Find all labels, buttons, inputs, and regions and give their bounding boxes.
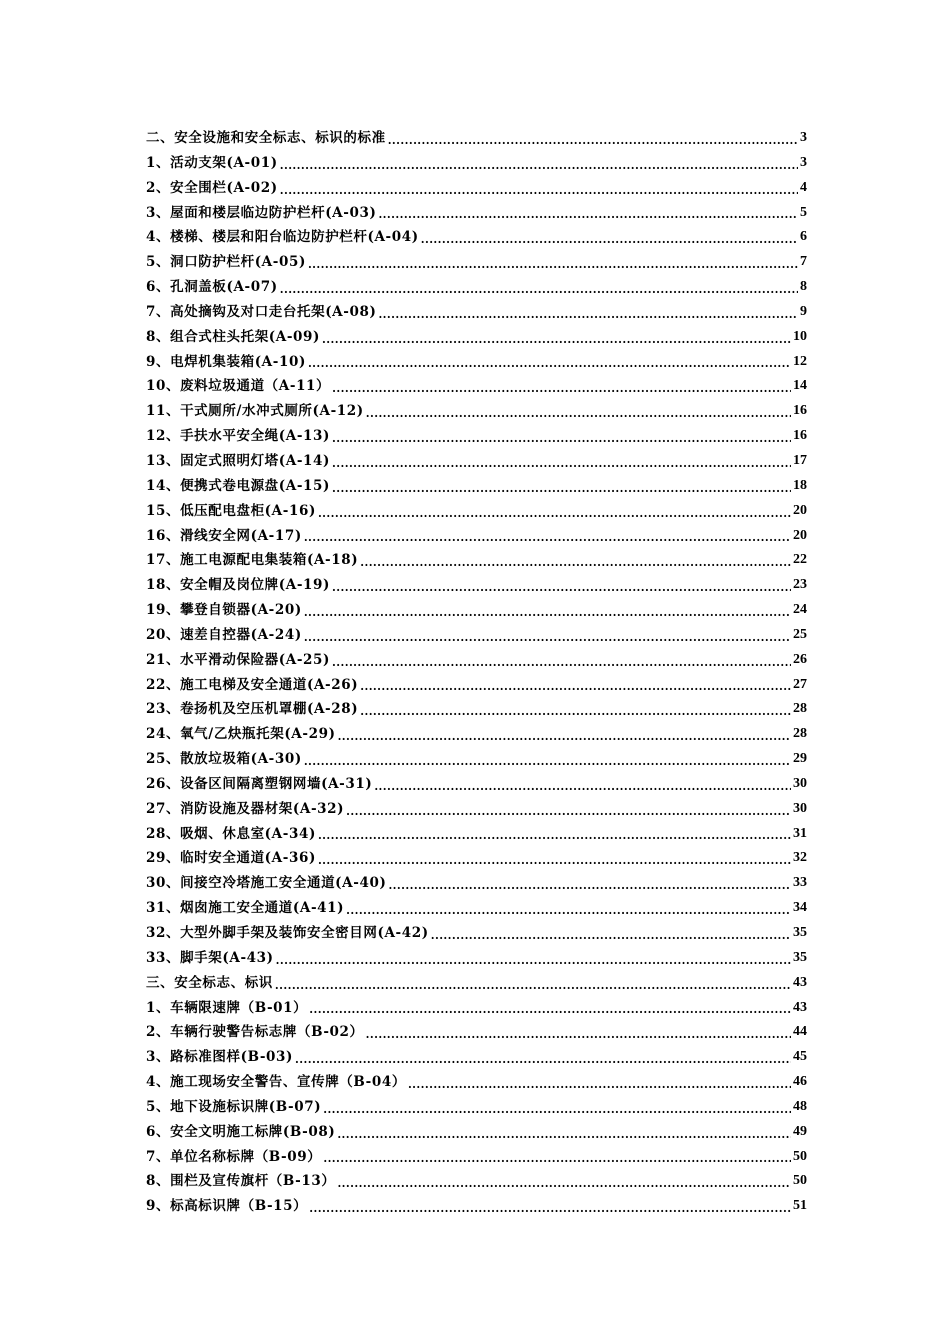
toc-leader-dots [376, 300, 798, 325]
toc-entry[interactable] [146, 250, 807, 275]
toc-entry[interactable] [146, 996, 807, 1021]
toc-entry-page-number: 50 [793, 1148, 807, 1164]
toc-leader-dots [274, 946, 791, 971]
toc-entry-page-number: 14 [793, 378, 807, 394]
toc-leader-dots [358, 673, 791, 698]
toc-entry-title: 三、安全标志、标识 [146, 974, 273, 991]
toc-leader-dots [330, 449, 791, 474]
toc-entry-title: 31、烟囱施工安全通道(A-41) [146, 900, 345, 917]
toc-leader-dots [330, 474, 791, 499]
toc-leader-dots [307, 1194, 791, 1219]
table-of-contents [146, 126, 807, 1219]
toc-leader-dots [320, 325, 791, 350]
toc-entry-title: 7、单位名称标牌（B-09） [146, 1148, 322, 1165]
toc-entry[interactable] [146, 201, 807, 226]
toc-entry-title: 5、地下设施标识牌(B-07) [146, 1098, 322, 1115]
toc-leader-dots [306, 350, 791, 375]
toc-entry-page-number: 49 [793, 1123, 807, 1139]
toc-leader-dots [302, 598, 791, 623]
toc-entry-page-number: 30 [793, 775, 807, 791]
toc-entry-page-number: 20 [793, 502, 807, 518]
toc-leader-dots [364, 399, 791, 424]
toc-leader-dots [302, 524, 791, 549]
toc-entry-title: 7、高处摘钩及对口走台托架(A-08) [146, 303, 377, 320]
toc-entry[interactable] [146, 921, 807, 946]
toc-leader-dots [386, 871, 791, 896]
toc-entry-page-number: 50 [793, 1173, 807, 1189]
toc-entry-page-number: 45 [793, 1049, 807, 1065]
toc-entry-title: 11、干式厕所/水冲式厕所(A-12) [146, 403, 364, 420]
toc-entry[interactable] [146, 623, 807, 648]
toc-entry-title: 3、路标准图样(B-03) [146, 1049, 294, 1066]
toc-entry-page-number: 35 [793, 949, 807, 965]
toc-entry-page-number: 30 [793, 800, 807, 816]
toc-entry-title: 13、固定式照明灯塔(A-14) [146, 452, 331, 469]
toc-leader-dots [419, 225, 798, 250]
toc-entry[interactable] [146, 846, 807, 871]
toc-entry-page-number: 46 [793, 1074, 807, 1090]
toc-entry-title: 6、安全文明施工标牌(B-08) [146, 1123, 336, 1140]
toc-entry[interactable] [146, 424, 807, 449]
toc-leader-dots [372, 772, 791, 797]
toc-entry-page-number: 16 [793, 428, 807, 444]
toc-leader-dots [386, 126, 798, 151]
toc-leader-dots [321, 1145, 791, 1170]
toc-leader-dots [316, 499, 791, 524]
toc-entry-page-number: 24 [793, 602, 807, 618]
toc-entry-title: 22、施工电梯及安全通道(A-26) [146, 676, 359, 693]
toc-entry-title: 28、吸烟、休息室(A-34) [146, 825, 316, 842]
toc-entry[interactable] [146, 474, 807, 499]
toc-leader-dots [358, 548, 791, 573]
toc-entry-page-number: 8 [800, 279, 807, 295]
toc-entry[interactable] [146, 772, 807, 797]
toc-entry[interactable] [146, 1145, 807, 1170]
toc-entry-title: 14、便携式卷电源盘(A-15) [146, 477, 331, 494]
toc-entry-title: 8、组合式柱头托架(A-09) [146, 328, 321, 345]
toc-leader-dots [335, 1169, 791, 1194]
toc-entry[interactable] [146, 1120, 807, 1145]
toc-leader-dots [344, 896, 791, 921]
toc-entry-title: 12、手扶水平安全绳(A-13) [146, 428, 331, 445]
toc-entry[interactable] [146, 598, 807, 623]
toc-entry[interactable] [146, 548, 807, 573]
toc-entry-page-number: 51 [793, 1198, 807, 1214]
toc-entry-title: 6、孔洞盖板(A-07) [146, 279, 278, 296]
toc-entry[interactable] [146, 946, 807, 971]
toc-entry-page-number: 25 [793, 626, 807, 642]
toc-entry-title: 29、临时安全通道(A-36) [146, 850, 316, 867]
toc-entry-page-number: 34 [793, 900, 807, 916]
toc-entry-page-number: 43 [793, 974, 807, 990]
toc-entry-title: 1、活动支架(A-01) [146, 154, 278, 171]
toc-leader-dots [429, 921, 791, 946]
toc-entry-title: 9、标高标识牌（B-15） [146, 1198, 308, 1215]
toc-entry-page-number: 18 [793, 477, 807, 493]
toc-entry[interactable] [146, 449, 807, 474]
toc-entry-page-number: 31 [793, 825, 807, 841]
toc-entry-page-number: 44 [793, 1024, 807, 1040]
toc-entry-title: 15、低压配电盘柜(A-16) [146, 502, 316, 519]
toc-entry[interactable] [146, 126, 807, 151]
toc-entry-title: 27、消防设施及器材架(A-32) [146, 800, 345, 817]
toc-entry[interactable] [146, 1020, 807, 1045]
toc-entry[interactable] [146, 1045, 807, 1070]
toc-entry[interactable] [146, 747, 807, 772]
toc-leader-dots [307, 996, 791, 1021]
toc-leader-dots [364, 1020, 791, 1045]
toc-entry[interactable] [146, 971, 807, 996]
toc-entry-title: 9、电焊机集装箱(A-10) [146, 353, 306, 370]
toc-entry[interactable] [146, 1095, 807, 1120]
toc-entry-title: 4、施工现场安全警告、宣传牌（B-04） [146, 1074, 406, 1091]
toc-entry[interactable] [146, 151, 807, 176]
toc-entry[interactable] [146, 524, 807, 549]
toc-leader-dots [330, 573, 791, 598]
toc-entry-page-number: 3 [800, 154, 807, 170]
toc-entry-title: 24、氧气/乙炔瓶托架(A-29) [146, 726, 336, 743]
toc-entry[interactable] [146, 374, 807, 399]
toc-entry-page-number: 16 [793, 403, 807, 419]
toc-leader-dots [302, 747, 791, 772]
toc-leader-dots [302, 623, 791, 648]
toc-leader-dots [336, 722, 791, 747]
toc-entry-page-number: 33 [793, 875, 807, 891]
toc-entry-title: 16、滑线安全网(A-17) [146, 527, 302, 544]
toc-entry-page-number: 5 [800, 204, 807, 220]
toc-entry-title: 2、安全围栏(A-02) [146, 179, 278, 196]
toc-entry-page-number: 26 [793, 651, 807, 667]
toc-entry[interactable] [146, 822, 807, 847]
toc-entry[interactable] [146, 325, 807, 350]
toc-entry-title: 23、卷扬机及空压机罩棚(A-28) [146, 701, 359, 718]
toc-entry[interactable] [146, 1194, 807, 1219]
toc-leader-dots [330, 374, 791, 399]
toc-entry-page-number: 9 [800, 303, 807, 319]
toc-leader-dots [278, 151, 798, 176]
toc-leader-dots [358, 697, 791, 722]
toc-entry[interactable] [146, 176, 807, 201]
toc-entry-page-number: 32 [793, 850, 807, 866]
toc-entry-title: 4、楼梯、楼层和阳台临边防护栏杆(A-04) [146, 229, 419, 246]
toc-entry-page-number: 22 [793, 552, 807, 568]
toc-entry-title: 33、脚手架(A-43) [146, 949, 274, 966]
toc-entry-title: 30、间接空冷塔施工安全通道(A-40) [146, 875, 387, 892]
toc-entry[interactable] [146, 648, 807, 673]
toc-entry-page-number: 29 [793, 751, 807, 767]
toc-leader-dots [306, 250, 798, 275]
toc-entry[interactable] [146, 399, 807, 424]
toc-entry[interactable] [146, 350, 807, 375]
toc-entry-page-number: 17 [793, 452, 807, 468]
toc-entry-title: 17、施工电源配电集装箱(A-18) [146, 552, 359, 569]
toc-leader-dots [278, 275, 798, 300]
toc-entry-title: 二、安全设施和安全标志、标识的标准 [146, 130, 386, 146]
toc-entry-title: 32、大型外脚手架及装饰安全密目网(A-42) [146, 925, 429, 941]
toc-entry-title: 2、车辆行驶警告标志牌（B-02） [146, 1024, 364, 1041]
toc-entry[interactable] [146, 797, 807, 822]
toc-leader-dots [344, 797, 791, 822]
toc-entry-page-number: 20 [793, 527, 807, 543]
toc-entry-page-number: 28 [793, 701, 807, 717]
toc-entry[interactable] [146, 1070, 807, 1095]
toc-entry[interactable] [146, 673, 807, 698]
toc-entry-title: 21、水平滑动保险器(A-25) [146, 651, 331, 668]
toc-entry[interactable] [146, 896, 807, 921]
toc-entry-title: 25、散放垃圾箱(A-30) [146, 751, 302, 768]
toc-entry[interactable] [146, 871, 807, 896]
toc-entry-title: 26、设备区间隔离塑钢网墙(A-31) [146, 775, 373, 792]
toc-entry[interactable] [146, 722, 807, 747]
toc-leader-dots [335, 1120, 791, 1145]
toc-leader-dots [316, 822, 791, 847]
toc-leader-dots [330, 648, 791, 673]
toc-entry[interactable] [146, 225, 807, 250]
toc-entry-page-number: 7 [800, 254, 807, 270]
toc-entry-page-number: 28 [793, 726, 807, 742]
toc-leader-dots [273, 971, 791, 996]
toc-entry[interactable] [146, 499, 807, 524]
toc-leader-dots [330, 424, 791, 449]
toc-entry[interactable] [146, 697, 807, 722]
toc-entry-title: 8、围栏及宣传旗杆（B-13） [146, 1173, 336, 1190]
toc-entry-title: 18、安全帽及岗位牌(A-19) [146, 577, 331, 594]
toc-entry-title: 1、车辆限速牌（B-01） [146, 999, 308, 1016]
toc-entry[interactable] [146, 1169, 807, 1194]
toc-entry-title: 20、速差自控器(A-24) [146, 626, 302, 643]
toc-entry-page-number: 10 [793, 328, 807, 344]
toc-leader-dots [406, 1070, 791, 1095]
toc-entry[interactable] [146, 300, 807, 325]
toc-entry-title: 19、攀登自锁器(A-20) [146, 602, 302, 619]
toc-leader-dots [293, 1045, 791, 1070]
toc-entry-page-number: 48 [793, 1098, 807, 1114]
toc-entry-page-number: 4 [800, 179, 807, 195]
toc-entry[interactable] [146, 573, 807, 598]
toc-entry-title: 10、废料垃圾通道（A-11） [146, 378, 331, 395]
toc-entry-page-number: 6 [800, 229, 807, 245]
toc-entry-page-number: 23 [793, 577, 807, 593]
toc-entry-title: 5、洞口防护栏杆(A-05) [146, 254, 306, 271]
toc-entry-page-number: 43 [793, 999, 807, 1015]
toc-entry-page-number: 27 [793, 676, 807, 692]
toc-leader-dots [278, 176, 798, 201]
toc-entry[interactable] [146, 275, 807, 300]
toc-entry-page-number: 35 [793, 925, 807, 940]
toc-entry-page-number: 3 [800, 130, 807, 145]
toc-entry-page-number: 12 [793, 353, 807, 369]
toc-leader-dots [321, 1095, 791, 1120]
toc-leader-dots [316, 846, 791, 871]
toc-leader-dots [376, 201, 798, 226]
toc-entry-title: 3、屋面和楼层临边防护栏杆(A-03) [146, 204, 377, 221]
